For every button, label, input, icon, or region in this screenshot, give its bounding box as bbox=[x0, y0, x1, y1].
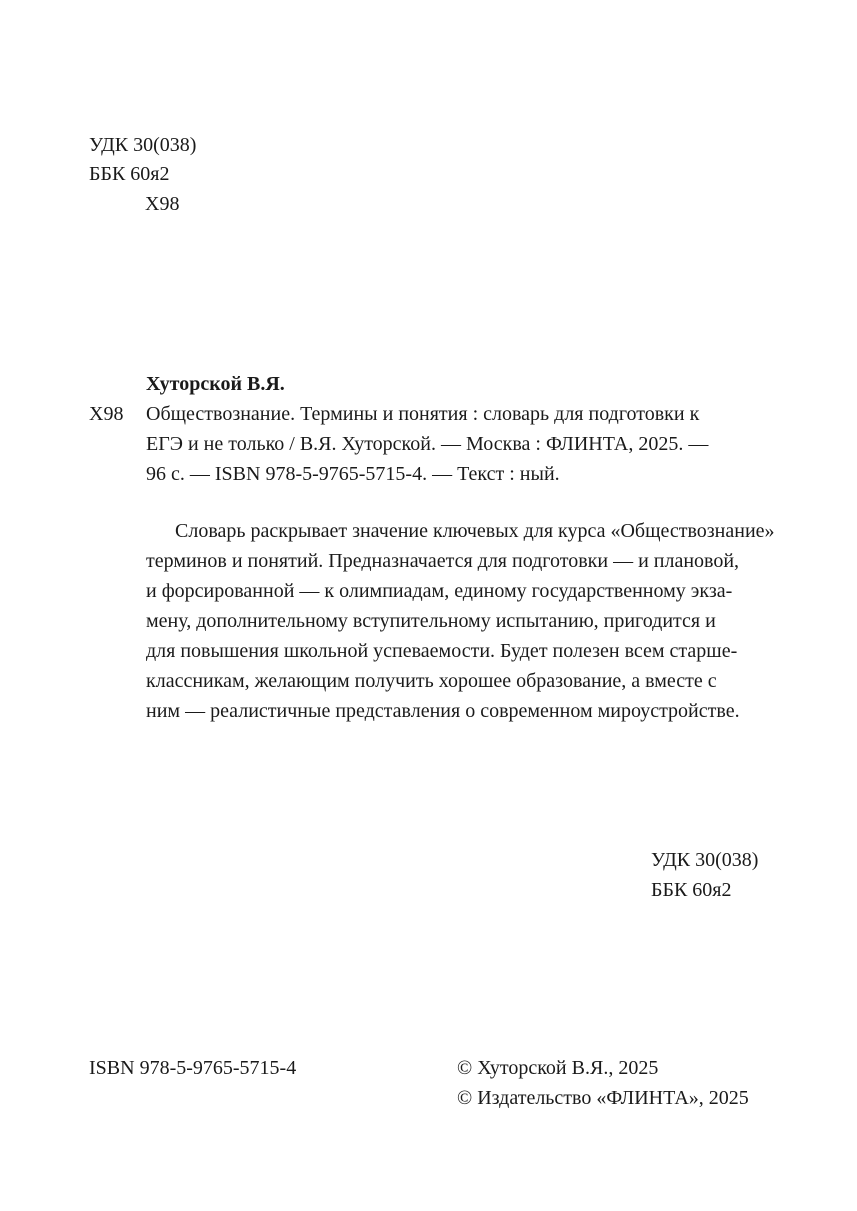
annotation-line: для повышения школьной успеваемости. Будет полезен всем старше- bbox=[146, 640, 738, 662]
record-author: Хуторской В.Я. bbox=[146, 373, 285, 395]
record-line: 96 с. — ISBN 978-5-9765-5715-4. — Текст : ный. bbox=[146, 463, 560, 485]
record-line: Обществознание. Термины и понятия : словарь для подготовки к bbox=[146, 403, 700, 425]
bbk-code-top: ББК 60я2 bbox=[89, 163, 170, 185]
udk-code-top: УДК 30(038) bbox=[89, 134, 197, 156]
annotation-line: Словарь раскрывает значение ключевых для курса «Обществознание» bbox=[175, 520, 775, 542]
annotation-line: классникам, желающим получить хорошее образование, а вместе с bbox=[146, 670, 717, 692]
annotation-line: терминов и понятий. Предназначается для подготовки — и плановой, bbox=[146, 550, 740, 572]
bbk-code-bottom: ББК 60я2 bbox=[651, 879, 732, 901]
copyright-publisher: © Издательство «ФЛИНТА», 2025 bbox=[457, 1087, 749, 1109]
annotation-line: и форсированной — к олимпиадам, единому государственному экза- bbox=[146, 580, 733, 602]
record-line: ЕГЭ и не только / В.Я. Хуторской. — Москва : ФЛИНТА, 2025. — bbox=[146, 433, 709, 455]
record-author-sign: Х98 bbox=[89, 403, 124, 425]
author-sign-top: Х98 bbox=[145, 193, 180, 215]
copyright-author: © Хуторской В.Я., 2025 bbox=[457, 1057, 659, 1079]
annotation-line: ним — реалистичные представления о современном мироустройстве. bbox=[146, 700, 740, 722]
udk-code-bottom: УДК 30(038) bbox=[651, 849, 759, 871]
isbn: ISBN 978-5-9765-5715-4 bbox=[89, 1057, 297, 1079]
annotation-line: мену, дополнительному вступительному испытанию, пригодится и bbox=[146, 610, 716, 632]
